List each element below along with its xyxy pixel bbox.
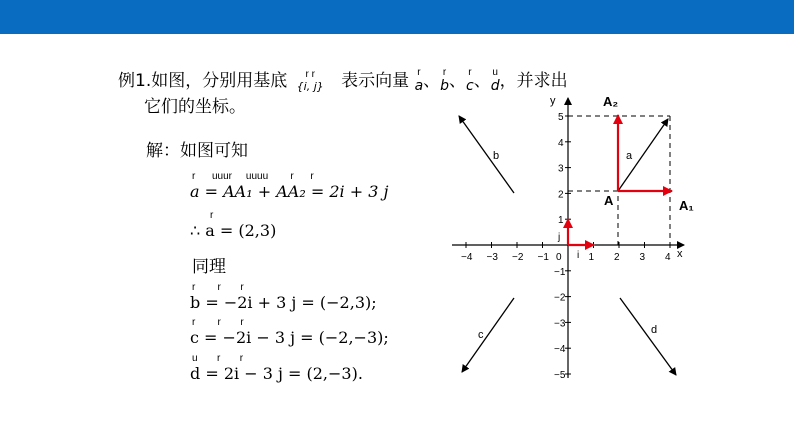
y-tick-label: 1 xyxy=(558,215,564,227)
point-A2-label: A₂ xyxy=(603,94,619,109)
y-tick-label: −5 xyxy=(554,370,566,381)
vector-a-label: a xyxy=(626,150,633,162)
problem-represent: 表示向量 xyxy=(341,71,410,91)
unit-vector-i-label: i xyxy=(577,250,580,261)
y-tick-label: 2 xyxy=(558,189,564,201)
equation-4: c = −2i − 3 j = (−2,−3); xyxy=(190,328,389,347)
vector-c-label: c xyxy=(478,329,484,341)
problem-line-2: 它们的坐标。 xyxy=(144,97,246,117)
y-tick-label: 5 xyxy=(558,112,564,123)
same-reasoning-label: 同理 xyxy=(192,257,226,277)
vector-mark: r xyxy=(417,67,421,78)
y-tick-label: −3 xyxy=(554,318,566,330)
vector-mark: u xyxy=(492,67,498,78)
basis-arrow-marks: r r xyxy=(305,68,315,80)
y-tick-label: −2 xyxy=(554,292,566,304)
separator: 、 xyxy=(449,71,467,91)
vector-b-label: b xyxy=(493,150,500,162)
y-tick-label: −1 xyxy=(554,266,566,278)
vector-name: a xyxy=(414,78,424,94)
problem-intro: 例1.如图，分别用基底 xyxy=(118,71,288,91)
eq2-arrow-mark: r xyxy=(210,210,214,221)
solution-label: 解：如图可知 xyxy=(146,141,248,161)
point-A-label: A xyxy=(604,193,614,208)
vector-d-label: d xyxy=(651,324,658,336)
point-A1-label: A₁ xyxy=(679,198,694,213)
y-tick-label: −4 xyxy=(554,344,566,356)
equation-5: d = 2i − 3 j = (2,−3). xyxy=(190,364,363,383)
separator: 、 xyxy=(423,71,441,91)
y-axis-label: y xyxy=(550,95,556,107)
x-tick-label: 2 xyxy=(614,252,620,263)
equation-3: b = −2i + 3 j = (−2,3); xyxy=(190,293,377,312)
eq3-arrow-marks: r r r xyxy=(192,282,244,293)
y-tick-label: 4 xyxy=(558,137,564,149)
vector-mark: r xyxy=(442,67,447,78)
equation-1: a = AA₁ + AA₂ = 2i + 3 j xyxy=(190,182,389,201)
x-tick-label: −3 xyxy=(486,252,498,263)
separator: 、 xyxy=(473,71,491,91)
x-tick-label: 3 xyxy=(639,252,646,263)
eq1-arrow-marks: r uuur uuuu r r xyxy=(192,171,314,182)
x-tick-label: −4 xyxy=(461,252,473,263)
vector-b-arrow xyxy=(459,116,514,193)
x-axis-label: x xyxy=(677,248,683,260)
equation-2: ∴ a = (2,3) xyxy=(190,221,277,240)
problem-ask: ，并求出 xyxy=(499,71,568,91)
vector-name: c xyxy=(466,78,474,94)
vector-mark: r xyxy=(468,67,472,78)
x-tick-label: −2 xyxy=(512,252,524,263)
x-tick-label: 0 xyxy=(556,252,562,263)
eq4-arrow-marks: r r r xyxy=(192,317,244,328)
vector-name: d xyxy=(490,78,500,94)
vector-d-arrow xyxy=(620,298,676,375)
vector-name: b xyxy=(440,78,450,94)
eq5-arrow-marks: u r r xyxy=(192,353,244,364)
x-tick-label: −1 xyxy=(537,252,549,263)
x-tick-label: 4 xyxy=(665,252,671,263)
y-tick-label: 3 xyxy=(558,163,564,175)
basis-set: {i, j} xyxy=(296,79,324,93)
x-tick-label: 1 xyxy=(588,252,595,263)
vector-c-arrow xyxy=(462,298,514,372)
unit-vector-j-label: j xyxy=(558,232,561,243)
